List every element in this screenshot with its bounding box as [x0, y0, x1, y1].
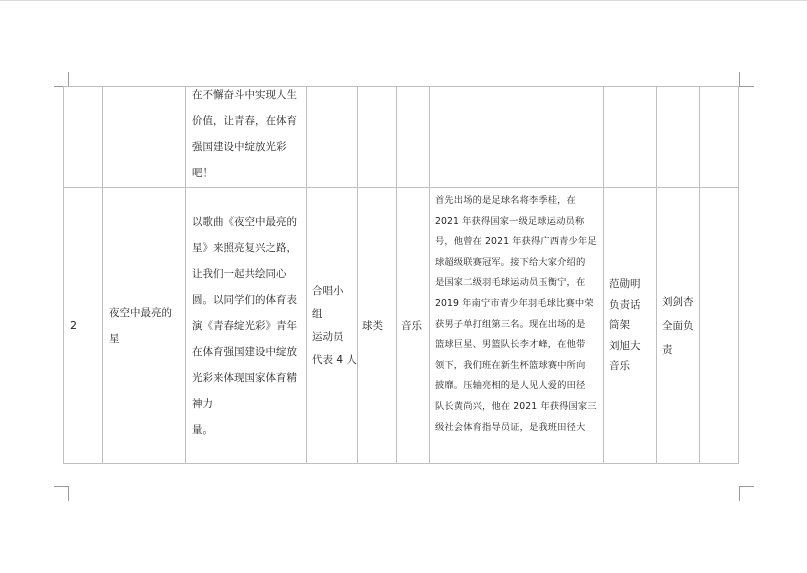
staff-cell: [604, 188, 657, 464]
table-row: [64, 87, 739, 188]
program-name: 夜空中最亮的 星: [109, 306, 172, 345]
table-cell: [103, 87, 186, 188]
table-cell: [657, 87, 700, 188]
table-cell: [358, 87, 397, 188]
lead-cell: [657, 188, 700, 464]
table-cell: [64, 87, 103, 188]
category-cell: [358, 188, 397, 464]
table-cell: [604, 87, 657, 188]
crop-mark-top-left: [54, 72, 69, 87]
program-name-cell: [103, 188, 186, 464]
table-cell: [430, 87, 604, 188]
table-cell: [397, 87, 430, 188]
description-text: 在不懈奋斗中实现人生 价值，让青春，在体育 强国建设中绽放光彩 吧！: [192, 89, 297, 179]
tag-text: 音乐: [401, 320, 422, 332]
description-cell: [186, 87, 307, 188]
tag-cell: [397, 188, 430, 464]
category-text: 球类: [362, 320, 383, 332]
table-cell: [307, 87, 358, 188]
page-top-border: [0, 0, 807, 1]
table-cell: [700, 188, 739, 464]
row-number: 2: [70, 319, 77, 332]
crop-mark-top-right: [739, 72, 754, 87]
table-cell: [700, 87, 739, 188]
intro-text: 首先出场的是足球名将李季桂，在 2021 年获得国家一级足球运动员称 号，他曾在 2021 年获得广西青少年足 球超级联赛冠军。接下给大家介绍的 是国家二级羽毛球运动员玉衡宁，在 2019 年南宁市青少年羽毛球比赛中荣 获男子单打组第三名。现在出场的是 篮球巨星、男篮队长李才峰，在他带 领下，我们班在新生杯篮球赛中所向 披靡。压轴亮相的是人见人爱的田径 队长黄尚兴，他在 2021 年获得国家三 级社会体育指导员证，是我班田径大: [435, 195, 597, 433]
table-row: [64, 188, 739, 464]
program-table: [63, 86, 739, 464]
description-text: 以歌曲《夜空中最亮的 星》来照亮复兴之路， 让我们一起共绘同心 圆。以同学们的体育表 演《青春绽光彩》青年 在体育强国建设中绽放 光彩来体现国家体育精 神力 量。: [192, 215, 297, 436]
crop-mark-bottom-left: [54, 486, 69, 501]
intro-cell: [430, 188, 604, 464]
performers-text: 合唱小 组 运动员 代表 4 人: [312, 284, 357, 366]
description-cell: [186, 188, 307, 464]
crop-mark-bottom-right: [739, 486, 754, 501]
number-cell: [64, 188, 103, 464]
staff-text: 范勋明 负责话 筒架 刘旭大 音乐: [609, 278, 641, 373]
lead-text: 刘剑杏 全面负 责: [662, 295, 694, 356]
performers-cell: [307, 188, 358, 464]
